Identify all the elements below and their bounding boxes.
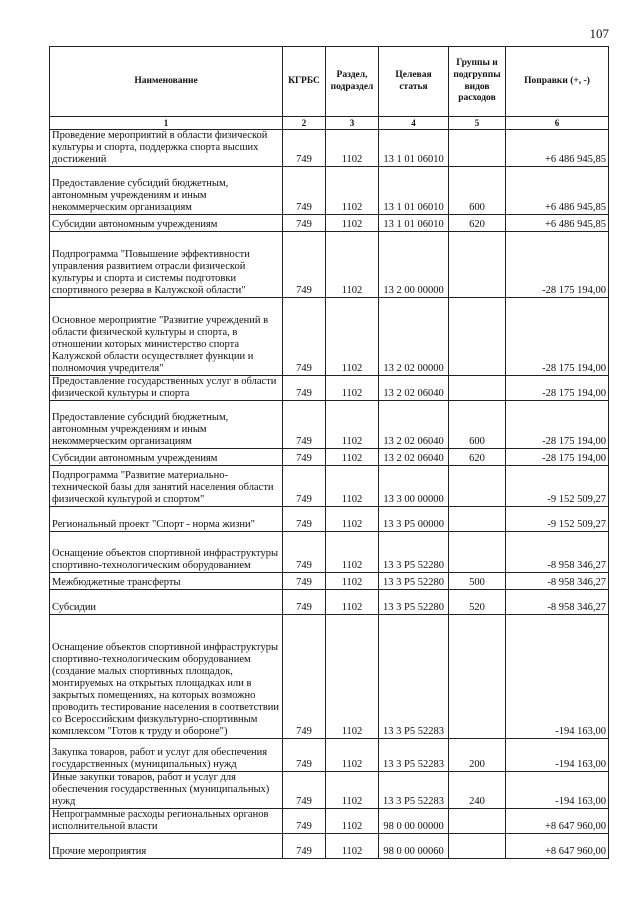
row-expense-type: 620 [449,215,506,232]
header-groups: Группы и подгруппы видов расходов [449,47,506,117]
row-kgrbs: 749 [283,130,326,167]
row-expense-type: 600 [449,401,506,449]
row-target: 13 2 02 06040 [379,449,449,466]
row-amount: -28 175 194,00 [506,401,609,449]
row-amount: +8 647 960,00 [506,809,609,834]
row-name: Региональный проект "Спорт - норма жизни" [50,507,283,532]
row-target: 13 3 P5 52280 [379,532,449,573]
table-row [50,615,609,739]
row-section: 1102 [326,130,379,167]
row-name: Прочие мероприятия [50,834,283,859]
row-kgrbs: 749 [283,834,326,859]
row-expense-type [449,615,506,739]
row-name: Закупка товаров, работ и услуг для обеспечения государственных (муниципальных) нужд [50,739,283,772]
row-expense-type [449,809,506,834]
table-row [50,590,609,615]
row-kgrbs: 749 [283,215,326,232]
row-kgrbs: 749 [283,167,326,215]
row-expense-type [449,298,506,376]
row-amount: -28 175 194,00 [506,298,609,376]
row-target: 13 1 01 06010 [379,167,449,215]
row-expense-type: 520 [449,590,506,615]
row-expense-type [449,232,506,298]
row-name: Предоставление государственных услуг в области физической культуры и спорта [50,376,283,401]
row-expense-type: 600 [449,167,506,215]
row-section: 1102 [326,215,379,232]
col-number: 1 [50,117,283,130]
table-row [50,215,609,232]
row-section: 1102 [326,167,379,215]
row-target: 98 0 00 00000 [379,809,449,834]
row-name: Оснащение объектов спортивной инфраструктуры спортивно-технологическим оборудованием [50,532,283,573]
row-amount: -8 958 346,27 [506,573,609,590]
header-section: Раздел, подраздел [326,47,379,117]
row-kgrbs: 749 [283,590,326,615]
row-kgrbs: 749 [283,298,326,376]
row-kgrbs: 749 [283,401,326,449]
table-row [50,167,609,215]
row-section: 1102 [326,834,379,859]
table-row [50,809,609,834]
header-row [50,47,609,117]
col-number: 4 [379,117,449,130]
row-amount: +6 486 945,85 [506,130,609,167]
row-kgrbs: 749 [283,232,326,298]
row-expense-type [449,376,506,401]
row-target: 13 1 01 06010 [379,215,449,232]
row-section: 1102 [326,809,379,834]
row-kgrbs: 749 [283,615,326,739]
table-row [50,573,609,590]
row-expense-type: 620 [449,449,506,466]
row-expense-type: 200 [449,739,506,772]
header-name: Наименование [50,47,283,117]
row-section: 1102 [326,772,379,809]
row-target: 13 3 P5 52280 [379,573,449,590]
header-amendments: Поправки (+, -) [506,47,609,117]
row-name: Подпрограмма "Повышение эффективности управления развитием отрасли физической культуры и спорта и системы подготовки спортивного резерва в Калужской области" [50,232,283,298]
row-kgrbs: 749 [283,449,326,466]
row-name: Оснащение объектов спортивной инфраструктуры спортивно-технологическим оборудованием (создание малых спортивных площадок, монтируемых на открытых площадках или в закрытых помещениях, на которых возможно проводить тестирование населения в соответствии со Всероссийским физкультурно-спортивным комплексом "Готов к труду и обороне") [50,615,283,739]
row-kgrbs: 749 [283,739,326,772]
row-amount: -28 175 194,00 [506,232,609,298]
row-target: 13 3 P5 52283 [379,772,449,809]
row-name: Предоставление субсидий бюджетным, автономным учреждениям и иным некоммерческим организациям [50,401,283,449]
row-target: 13 3 P5 52280 [379,590,449,615]
table-row [50,449,609,466]
row-section: 1102 [326,739,379,772]
table-row [50,376,609,401]
row-name: Предоставление субсидий бюджетным, автономным учреждениям и иным некоммерческим организациям [50,167,283,215]
row-section: 1102 [326,507,379,532]
row-expense-type [449,532,506,573]
row-target: 13 2 00 00000 [379,232,449,298]
table-row [50,834,609,859]
row-kgrbs: 749 [283,507,326,532]
table-row [50,532,609,573]
table-row [50,739,609,772]
row-target: 13 1 01 06010 [379,130,449,167]
row-target: 13 2 02 06040 [379,401,449,449]
row-target: 13 3 00 00000 [379,466,449,507]
row-section: 1102 [326,376,379,401]
row-section: 1102 [326,401,379,449]
row-name: Субсидии автономным учреждениям [50,449,283,466]
row-kgrbs: 749 [283,772,326,809]
row-section: 1102 [326,449,379,466]
row-name: Непрограммные расходы региональных органов исполнительной власти [50,809,283,834]
row-section: 1102 [326,466,379,507]
budget-table [49,46,609,859]
row-amount: -194 163,00 [506,772,609,809]
row-target: 13 3 P5 52283 [379,739,449,772]
row-amount: -194 163,00 [506,739,609,772]
row-expense-type [449,466,506,507]
row-target: 13 3 P5 00000 [379,507,449,532]
table-row [50,130,609,167]
table-row [50,466,609,507]
row-name: Субсидии автономным учреждениям [50,215,283,232]
row-kgrbs: 749 [283,809,326,834]
row-name: Проведение мероприятий в области физической культуры и спорта, поддержка спорта высших достижений [50,130,283,167]
row-amount: -8 958 346,27 [506,590,609,615]
row-amount: -194 163,00 [506,615,609,739]
column-number-row [50,117,609,130]
row-section: 1102 [326,615,379,739]
table-row [50,507,609,532]
row-expense-type: 240 [449,772,506,809]
table-row [50,232,609,298]
row-kgrbs: 749 [283,376,326,401]
row-target: 13 2 02 00000 [379,298,449,376]
row-section: 1102 [326,232,379,298]
row-name: Основное мероприятие "Развитие учреждений в области физической культуры и спорта, в отношении которых министерство спорта Калужской области осуществляет функции и полномочия учредителя" [50,298,283,376]
row-expense-type [449,130,506,167]
row-name: Субсидии [50,590,283,615]
row-section: 1102 [326,298,379,376]
row-section: 1102 [326,573,379,590]
col-number: 3 [326,117,379,130]
row-amount: -28 175 194,00 [506,376,609,401]
row-kgrbs: 749 [283,573,326,590]
row-target: 13 2 02 06040 [379,376,449,401]
row-name: Иные закупки товаров, работ и услуг для обеспечения государственных (муниципальных) нужд [50,772,283,809]
table-row [50,772,609,809]
row-kgrbs: 749 [283,532,326,573]
row-expense-type [449,834,506,859]
row-section: 1102 [326,590,379,615]
row-expense-type: 500 [449,573,506,590]
col-number: 2 [283,117,326,130]
table-row [50,298,609,376]
header-target: Целевая статья [379,47,449,117]
page-number: 107 [589,26,609,41]
row-amount: -9 152 509,27 [506,507,609,532]
row-amount: +6 486 945,85 [506,215,609,232]
row-amount: -28 175 194,00 [506,449,609,466]
row-name: Межбюджетные трансферты [50,573,283,590]
row-amount: -8 958 346,27 [506,532,609,573]
row-section: 1102 [326,532,379,573]
col-number: 5 [449,117,506,130]
col-number: 6 [506,117,609,130]
row-amount: -9 152 509,27 [506,466,609,507]
row-kgrbs: 749 [283,466,326,507]
row-name: Подпрограмма "Развитие материально-технической базы для занятий населения области физической культурой и спортом" [50,466,283,507]
table-row [50,401,609,449]
header-kgrbs: КГРБС [283,47,326,117]
row-amount: +8 647 960,00 [506,834,609,859]
row-expense-type [449,507,506,532]
row-amount: +6 486 945,85 [506,167,609,215]
row-target: 98 0 00 00060 [379,834,449,859]
row-target: 13 3 P5 52283 [379,615,449,739]
